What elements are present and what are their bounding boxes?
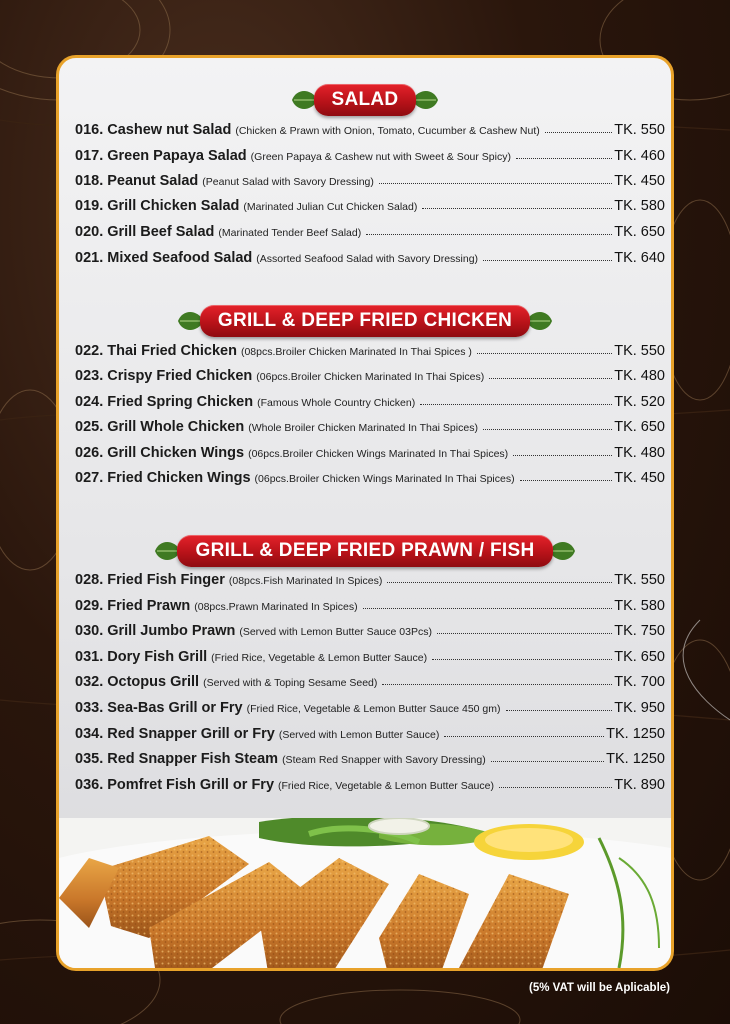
- section-header-chicken: [59, 303, 671, 339]
- item-number: 018.: [75, 173, 104, 189]
- dot-leader: [483, 260, 612, 261]
- item-number: 026.: [75, 445, 104, 461]
- dot-leader: [363, 608, 613, 609]
- dot-leader: [422, 208, 612, 209]
- dot-leader: [366, 234, 612, 235]
- item-price: TK. 700: [614, 674, 665, 690]
- item-price: TK. 950: [614, 700, 665, 716]
- section-title: SALAD: [314, 84, 417, 116]
- item-price: TK. 480: [614, 445, 665, 461]
- dot-leader: [491, 761, 604, 762]
- menu-item: [75, 122, 665, 144]
- item-number: 016.: [75, 122, 104, 138]
- item-price: TK. 580: [614, 198, 665, 214]
- item-price: TK. 650: [614, 224, 665, 240]
- menu-item: [75, 445, 665, 467]
- item-name: Fried Prawn: [107, 598, 191, 614]
- item-number: 036.: [75, 777, 104, 793]
- dot-leader: [520, 480, 613, 481]
- item-price: TK. 650: [614, 649, 665, 665]
- item-description: (Fried Rice, Vegetable & Lemon Butter Sauce): [278, 780, 494, 792]
- item-description: (Fried Rice, Vegetable & Lemon Butter Sauce): [211, 652, 428, 664]
- item-number: 029.: [75, 598, 104, 614]
- menu-card: [56, 55, 674, 971]
- item-description: (Marinated Julian Cut Chicken Salad): [243, 201, 418, 213]
- menu-item: [75, 700, 665, 722]
- menu-item: [75, 198, 665, 220]
- item-price: TK. 520: [614, 394, 665, 410]
- item-name: Cashew nut Salad: [107, 122, 232, 138]
- item-price: TK. 750: [614, 623, 665, 639]
- item-description: (Served with & Toping Sesame Seed): [203, 677, 378, 689]
- menu-item: [75, 250, 665, 272]
- item-number: 030.: [75, 623, 104, 639]
- item-number: 022.: [75, 343, 104, 359]
- item-name: Dory Fish Grill: [107, 649, 208, 665]
- item-description: (06pcs.Broiler Chicken Wings Marinated In Thai Spices): [248, 448, 509, 460]
- item-number: 025.: [75, 419, 104, 435]
- item-description: (Peanut Salad with Savory Dressing): [202, 176, 374, 188]
- menu-item: [75, 777, 665, 799]
- item-description: (Steam Red Snapper with Savory Dressing): [282, 754, 486, 766]
- item-price: TK. 580: [614, 598, 665, 614]
- menu-item: [75, 726, 665, 748]
- item-name: Thai Fried Chicken: [107, 343, 237, 359]
- item-description: (06pcs.Broiler Chicken Marinated In Thai Spices): [256, 371, 485, 383]
- section-title: GRILL & DEEP FRIED CHICKEN: [200, 305, 530, 337]
- dot-leader: [387, 582, 612, 583]
- item-name: Grill Chicken Wings: [107, 445, 245, 461]
- dot-leader: [420, 404, 612, 405]
- menu-item: [75, 470, 665, 492]
- dot-leader: [432, 659, 612, 660]
- dot-leader: [489, 378, 612, 379]
- dot-leader: [506, 710, 613, 711]
- item-description: (08pcs.Fish Marinated In Spices): [228, 575, 383, 587]
- item-price: TK. 1250: [606, 726, 665, 742]
- item-price: TK. 550: [614, 343, 665, 359]
- menu-item: [75, 343, 665, 365]
- menu-item: [75, 623, 665, 645]
- menu-item: [75, 173, 665, 195]
- fried-fish-photo: [59, 818, 671, 971]
- item-price: TK. 450: [614, 173, 665, 189]
- item-name: Crispy Fried Chicken: [107, 368, 253, 384]
- item-name: Fried Chicken Wings: [107, 470, 251, 486]
- item-description: (Served with Lemon Butter Sauce): [278, 729, 440, 741]
- menu-item: [75, 148, 665, 170]
- section-title: GRILL & DEEP FRIED PRAWN / FISH: [177, 535, 552, 567]
- item-name: Red Snapper Grill or Fry: [107, 726, 275, 742]
- item-description: (Chicken & Prawn with Onion, Tomato, Cucumber & Cashew Nut): [235, 125, 540, 137]
- menu-item: [75, 394, 665, 416]
- item-name: Grill Chicken Salad: [107, 198, 240, 214]
- menu-item: [75, 649, 665, 671]
- item-number: 028.: [75, 572, 104, 588]
- menu-item: [75, 419, 665, 441]
- item-description: (Served with Lemon Butter Sauce 03Pcs): [239, 626, 432, 638]
- item-price: TK. 650: [614, 419, 665, 435]
- item-price: TK. 1250: [606, 751, 665, 767]
- vat-note: (5% VAT will be Aplicable): [528, 982, 670, 994]
- dot-leader: [513, 455, 612, 456]
- item-number: 031.: [75, 649, 104, 665]
- item-number: 033.: [75, 700, 104, 716]
- item-number: 021.: [75, 250, 104, 266]
- item-number: 019.: [75, 198, 104, 214]
- item-price: TK. 480: [614, 368, 665, 384]
- dot-leader: [477, 353, 612, 354]
- item-name: Red Snapper Fish Steam: [107, 751, 279, 767]
- item-price: TK. 550: [614, 122, 665, 138]
- item-price: TK. 550: [614, 572, 665, 588]
- menu-item: [75, 572, 665, 594]
- menu-item: [75, 224, 665, 246]
- item-name: Grill Jumbo Prawn: [107, 623, 236, 639]
- item-price: TK. 640: [614, 250, 665, 266]
- item-name: Fried Spring Chicken: [107, 394, 254, 410]
- item-description: (08pcs.Broiler Chicken Marinated In Thai Spices ): [240, 346, 472, 358]
- item-description: (Famous Whole Country Chicken): [257, 397, 416, 409]
- item-description: (Marinated Tender Beef Salad): [218, 227, 362, 239]
- item-number: 034.: [75, 726, 104, 742]
- item-description: (08pcs.Prawn Marinated In Spices): [194, 601, 358, 613]
- item-description: (Fried Rice, Vegetable & Lemon Butter Sauce 450 gm): [246, 703, 501, 715]
- item-name: Pomfret Fish Grill or Fry: [107, 777, 275, 793]
- item-number: 017.: [75, 148, 104, 164]
- dot-leader: [437, 633, 612, 634]
- menu-item: [75, 751, 665, 773]
- item-name: Octopus Grill: [107, 674, 200, 690]
- item-name: Sea-Bas Grill or Fry: [107, 700, 243, 716]
- item-number: 027.: [75, 470, 104, 486]
- item-name: Fried Fish Finger: [107, 572, 225, 588]
- section-header-salad: [59, 82, 671, 118]
- item-description: (06pcs.Broiler Chicken Wings Marinated In Thai Spices): [254, 473, 515, 485]
- item-price: TK. 460: [614, 148, 665, 164]
- item-description: (Assorted Seafood Salad with Savory Dressing): [256, 253, 479, 265]
- dot-leader: [444, 736, 604, 737]
- item-price: TK. 890: [614, 777, 665, 793]
- menu-item: [75, 674, 665, 696]
- section-header-prawn-fish: [59, 533, 671, 569]
- item-number: 023.: [75, 368, 104, 384]
- item-number: 032.: [75, 674, 104, 690]
- item-number: 024.: [75, 394, 104, 410]
- item-name: Peanut Salad: [107, 173, 199, 189]
- item-name: Mixed Seafood Salad: [107, 250, 253, 266]
- menu-item: [75, 368, 665, 390]
- item-description: (Green Papaya & Cashew nut with Sweet & Sour Spicy): [250, 151, 511, 163]
- item-price: TK. 450: [614, 470, 665, 486]
- item-number: 020.: [75, 224, 104, 240]
- item-name: Grill Whole Chicken: [107, 419, 245, 435]
- dot-leader: [379, 183, 612, 184]
- item-name: Green Papaya Salad: [107, 148, 247, 164]
- dot-leader: [483, 429, 612, 430]
- item-name: Grill Beef Salad: [107, 224, 215, 240]
- dot-leader: [516, 158, 612, 159]
- dot-leader: [545, 132, 612, 133]
- dot-leader: [499, 787, 612, 788]
- menu-item: [75, 598, 665, 620]
- item-description: (Whole Broiler Chicken Marinated In Thai Spices): [248, 422, 478, 434]
- item-number: 035.: [75, 751, 104, 767]
- dot-leader: [382, 684, 612, 685]
